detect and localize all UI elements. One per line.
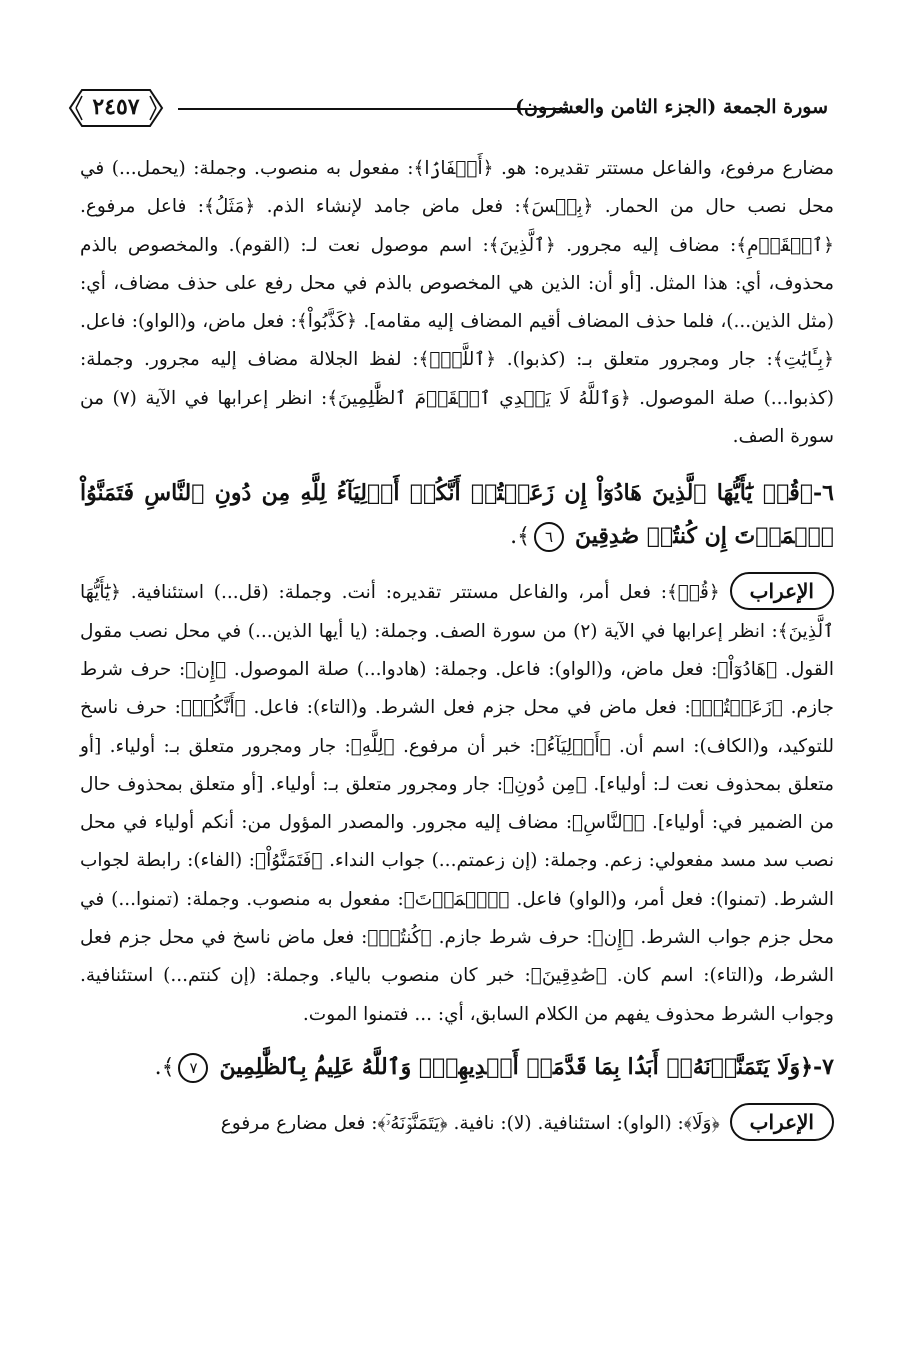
verse-text: ﴿وَلَا يَتَمَنَّوۡنَهُۥٓ أَبَدَۢا بِمَا قَدَّمَتۡ أَيۡدِيهِمۡۚ وَٱللَّهُ عَلِيمُۢ بِٱلظَّٰلِمِينَ	[219, 1053, 814, 1080]
page-number-badge	[68, 88, 164, 128]
page-body	[80, 150, 834, 1143]
irab-text: ﴿وَلَا﴾: (الواو): استئنافية. (لا): نافية. ﴿يَتَمَنَّوۡنَهُۥٓ﴾: فعل مضارع مرفوع	[220, 1112, 720, 1134]
irab-text: ﴿قُلۡ﴾: فعل أمر، والفاعل مستتر تقديره: أنت. وجملة: (قل...) استئنافية. ﴿يَٰٓأَيُّهَا ٱلَّذِينَ﴾: انظر إعرابها في الآية (٢) من سورة الصف. وجملة: (يا أيها الذين...) في محل نصب مقول القول. ﴿هَادُوٓاْ﴾: فعل ماض، و(الواو): فاعل. وجملة: (هادوا...) صلة الموصول. ﴿إِن﴾: حرف شرط جازم. ﴿زَعَمۡتُمۡ﴾: فعل ماض في محل جزم فعل الشرط. و(التاء): فاعل. ﴿أَنَّكُمۡ﴾: حرف ناسخ للتوكيد، و(الكاف): اسم أن. ﴿أَوۡلِيَآءُ﴾: خبر أن مرفوع. ﴿لِلَّهِ﴾: جار ومجرور متعلق بـ: أولياء. [أو متعلق بمحذوف نعت لـ: أولياء]. ﴿مِن دُونِ﴾: جار ومجرور متعلق بـ: أولياء. [أو متعلق بمحذوف حال من الضمير في: أولياء]. ﴿ٱلنَّاسِ﴾: مضاف إليه مجرور. والمصدر المؤول من: أنكم أولياء في محل نصب سد مسد مفعولي: زعم. وجملة: (إن زعمتم...) جواب النداء. ﴿فَتَمَنَّوُاْ﴾: (الفاء): رابطة لجواب الشرط. (تمنوا): فعل أمر، و(الواو) فاعل. ﴿ٱلۡمَوۡتَ﴾: مفعول به منصوب. وجملة: (تمنوا...) في محل جزم جواب الشرط. ﴿إِن﴾: حرف شرط جازم. ﴿كُنتُمۡ﴾: فعل ماض ناسخ في محل جزم فعل الشرط، و(التاء): اسم كان. ﴿صَٰدِقِينَ﴾: خبر كان منصوب بالياء. وجملة: (إن كنتم...) استئنافية. وجواب الشرط محذوف يفهم من الكلام السابق، أي: ... فتمنوا الموت.	[80, 582, 834, 1025]
page-header	[68, 88, 828, 134]
page-number: ٢٤٥٧	[92, 94, 140, 120]
verse-text: ﴿قُلۡ يَٰٓأَيُّهَا ٱلَّذِينَ هَادُوٓاْ إِن زَعَمۡتُمۡ أَنَّكُمۡ أَوۡلِيَآءُ لِلَّهِ مِن دُونِ ٱلنَّاسِ فَتَمَنَّوُاْ ٱلۡمَوۡتَ إِن كُنتُمۡ صَٰدِقِينَ	[80, 480, 834, 550]
header-rule	[178, 108, 568, 110]
verse-number: ٧-	[813, 1053, 834, 1080]
ayah-end-mark: ٦	[534, 522, 564, 552]
verse-7	[80, 1046, 834, 1089]
irab-label-badge: الإعراب	[730, 1103, 834, 1141]
irab-label-badge: الإعراب	[730, 572, 834, 610]
ayah-end-mark: ٧	[178, 1053, 208, 1083]
verse-6	[80, 472, 834, 558]
header-title: سورة الجمعة (الجزء الثامن والعشرون)	[515, 96, 828, 118]
irab-paragraph-verse5: مضارع مرفوع، والفاعل مستتر تقديره: هو. ﴿أَسۡفَارَۢا﴾: مفعول به منصوب. وجملة: (يحمل...) في محل نصب حال من الحمار. ﴿بِئۡسَ﴾: فعل ماض جامد لإنشاء الذم. ﴿مَثَلُ﴾: فاعل مرفوع. ﴿ٱلۡقَوۡمِ﴾: مضاف إليه مجرور. ﴿ٱلَّذِينَ﴾: اسم موصول نعت لـ: (القوم). والمخصوص بالذم محذوف، أي: هذا المثل. [أو أن: الذين هي المخصوص بالذم في محل رفع على حذف مضاف، أي: (مثل الذين...)، فلما حذف المضاف أقيم المضاف إليه مقامه]. ﴿كَذَّبُواْ﴾: فعل ماض، و(الواو): فاعل. ﴿بِـَٔايَٰتِ﴾: جار ومجرور متعلق بـ: (كذبوا). ﴿ٱللَّهِۚ﴾: لفظ الجلالة مضاف إليه مجرور. وجملة: (كذبوا...) صلة الموصول. ﴿وَٱللَّهُ لَا يَهۡدِي ٱلۡقَوۡمَ ٱلظَّٰلِمِينَ﴾: انظر إعرابها في الآية (٧) من سورة الصف.	[80, 158, 834, 448]
verse-number: ٦-	[813, 480, 834, 507]
verse-close: ﴾.	[154, 1054, 175, 1080]
irab-paragraph-verse6	[80, 572, 834, 1034]
irab-paragraph-verse7	[80, 1103, 834, 1143]
verse-close: ﴾.	[510, 524, 531, 550]
